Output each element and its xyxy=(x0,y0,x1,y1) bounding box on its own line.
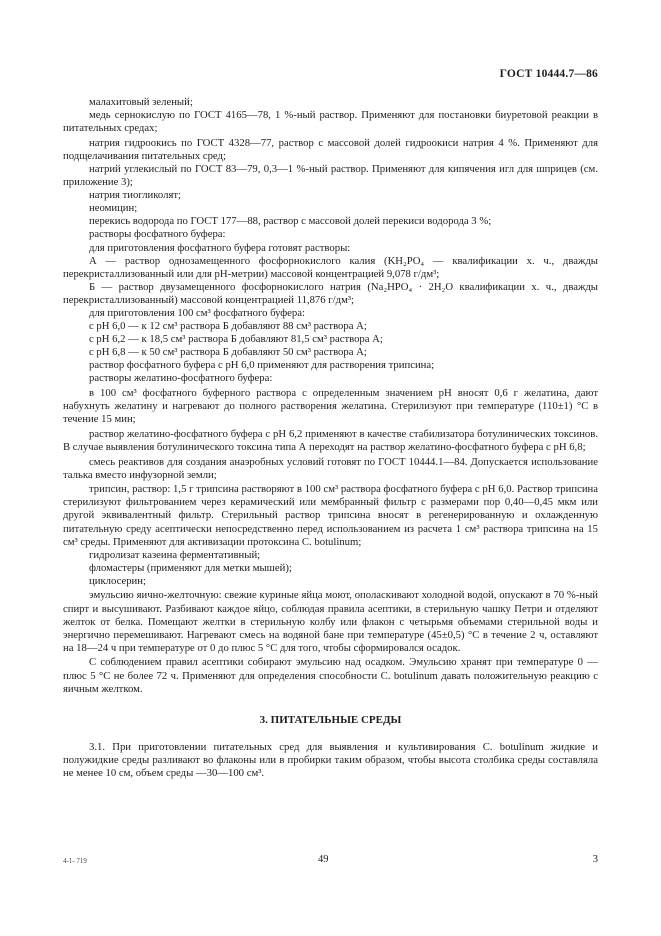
body-paragraph: смесь реактивов для создания анаэробных условий готовят по ГОСТ 10444.1—84. Допускается использование талька вместо инфузорной земли; xyxy=(63,455,598,481)
footer-code: 4-1- 719 xyxy=(63,857,87,865)
body-paragraph: с pH 6,8 — к 50 см³ раствора Б добавляют 50 см³ раствора А; xyxy=(89,346,367,359)
body-paragraph: натрий углекислый по ГОСТ 83—79, 0,3—1 %-ный раствор. Применяют для кипячения игл для шприцев (см. приложение 3); xyxy=(63,162,598,189)
body-paragraph: натрия гидроокись по ГОСТ 4328—77, раствор с массовой долей гидроокиси натрия 4 %. Применяют для подщелачивания питательных сред; xyxy=(63,136,598,162)
body-paragraph: с pH 6,0 — к 12 см³ раствора Б добавляют 88 см³ раствора А; xyxy=(89,320,367,333)
body-paragraph: фломастеры (применяют для метки мышей); xyxy=(89,561,292,574)
body-paragraph: натрия тиогликолят; xyxy=(89,189,182,202)
body-paragraph: трипсин, раствор: 1,5 г трипсина растворяют в 100 см³ раствора фосфатного буфера с pH 6,0. Раствор трипсина стерилизуют фильтрованием через керамический или мембранный фильтр с размерами пор 0,40—0,45 мкм или другой эквивалентный фильтр. Стерильный раствор трипсина вносят в регенерированную и охлажденную питательную среду асептически непосредственно перед использованием из расчета 1 см³ раствора трипсина на 15 см³ среды. Применяют для активизации протоксина C. botulinum; xyxy=(63,483,598,548)
body-paragraph: с pH 6,2 — к 18,5 см³ раствора Б добавляют 81,5 см³ раствора А; xyxy=(89,333,383,346)
page-number: 49 xyxy=(318,854,329,865)
body-paragraph: Б — раствор двузамещенного фосфорнокислого натрия (Na₂HPO₄ · 2H₂O квалификации х. ч., дважды перекристаллизованный) массовой концентрацией 11,876 г/дм³; xyxy=(63,280,598,306)
body-paragraph: в 100 см³ фосфатного буферного раствора с определенным значением pH вносят 0,6 г желатина, дают набухнуть желатину и нагревают до полного растворения желатина. Стерилизуют при температуре (110±1) °С в течение 15 мин; xyxy=(63,387,598,426)
body-paragraph: перекись водорода по ГОСТ 177—88, раствор с массовой долей перекиси водорода 3 %; xyxy=(89,215,492,228)
body-paragraph: медь сернокислую по ГОСТ 4165—78, 1 %-ный раствор. Применяют для постановки биуретовой реакции в питательных средах; xyxy=(63,109,598,135)
section-title: 3. ПИТАТЕЛЬНЫЕ СРЕДЫ xyxy=(259,713,402,726)
document-body xyxy=(63,96,598,780)
body-paragraph: малахитовый зеленый; xyxy=(89,96,193,108)
document-header: ГОСТ 10444.7—86 xyxy=(499,68,598,80)
body-paragraph: С соблюдением правил асептики собирают эмульсию над осадком. Эмульсию хранят при температуре 0 — плюс 5 °С не более 72 ч. Применяют для определения способности C. botulinum давать положительную реакцию с яичным желтком. xyxy=(63,656,598,695)
body-paragraph: раствор желатино-фосфатного буфера с pH 6,2 применяют в качестве стабилизатора ботулинических токсинов. В случае выявления ботулинического токсина типа А переходят на раствор желатино-фосфатного буфера с pH 6,8; xyxy=(63,427,598,453)
body-paragraph: гидролизат казеина ферментативный; xyxy=(89,548,261,561)
body-paragraph: для приготовления фосфатного буфера готовят растворы: xyxy=(89,241,351,254)
paragraph-list xyxy=(63,96,598,696)
body-paragraph: для приготовления 100 см³ фосфатного буфера: xyxy=(89,307,305,319)
body-paragraph: неомицин; xyxy=(89,202,138,215)
body-paragraph: А — раствор однозамещенного фосфорнокислого калия (KH₂PO₄ — квалификации х. ч., дважды перекристаллизованный или для pH-метрии) массовой концентрацией 9,078 г/дм³; xyxy=(63,254,598,280)
section-paragraph: 3.1. При приготовлении питательных сред для выявления и культивирования C. botulinum жидкие и полужидкие среды разливают во флаконы или в пробирки таким образом, чтобы высота столбика среды составляла не менее 10 см, объем среды —30—100 см³. xyxy=(63,740,598,779)
sheet-number: 3 xyxy=(592,854,598,865)
body-paragraph: циклосерин; xyxy=(89,574,146,587)
body-paragraph: растворы желатино-фосфатного буфера: xyxy=(89,372,273,385)
body-paragraph: эмульсию яично-желточную: свежие куриные яйца моют, ополаскивают холодной водой, опускают в 70 %-ный спирт и высушивают. Разбивают каждое яйцо, соблюдая правила асептики, в стерильную чашку Петри и отделяют желток от белка. Помещают желтки в стерильную колбу или флакон с четырьмя объемами стерильной воды и энергично перемешивают. Нагревают смесь на водяной бане при температуре (45±0,5) °С в течение 2 ч, оставляют на 18—24 ч при температуре от 0 до плюс 5 °С для того, чтобы сформировался осадок. xyxy=(63,589,598,654)
body-paragraph: раствор фосфатного буфера с pH 6,0 применяют для растворения трипсина; xyxy=(89,359,435,372)
body-paragraph: растворы фосфатного буфера: xyxy=(89,228,226,241)
